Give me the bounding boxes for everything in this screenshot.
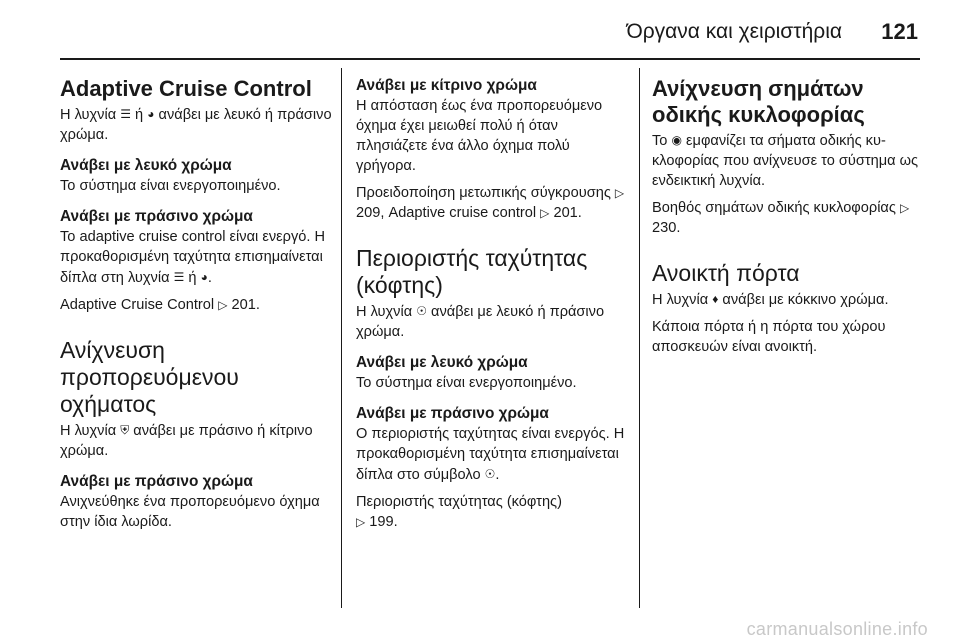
- paragraph: Κάποια πόρτα ή η πόρτα του χώρου αποσκευών είναι ανοικτή.: [652, 319, 886, 355]
- column-3: [652, 76, 924, 357]
- paragraph: Το ◉ εμφανίζει τα σήματα οδικής κυκλοφορίας που ανίχνευσε το σύστημα ως ενδεικτική λυχνία.: [652, 130, 924, 191]
- column-divider: [639, 68, 640, 608]
- section-title-door-open: Ανοικτή πόρτα: [652, 260, 800, 286]
- cross-reference: Προειδοποίηση μετωπικής σύγκρουσης ▷ 209, Adaptive cruise control ▷ 201.: [356, 185, 625, 221]
- reference-arrow-icon: ▷: [899, 201, 910, 215]
- chapter-title: Όργανα και χειριστήρια: [626, 20, 842, 43]
- paragraph: Το σύστημα είναι ενεργοποιημένο.: [60, 178, 281, 194]
- cross-reference: Βοηθός σημάτων οδικής κυκλοφορίας ▷ 230.: [652, 200, 910, 236]
- watermark: carmanualsonline.info: [746, 619, 928, 639]
- door-open-icon: ♦: [712, 292, 719, 306]
- speed-limiter-icon: ☉: [484, 467, 496, 481]
- header-rule: [60, 58, 920, 60]
- vehicle-ahead-icon: ⛨: [120, 423, 130, 437]
- column-divider: [341, 68, 342, 608]
- acc-alt-icon: ◕: [200, 270, 208, 284]
- paragraph: Η λυχνία ☉ ανάβει με λευκό ή πράσινο χρώμα.: [356, 301, 628, 342]
- section-title-acc: Adaptive Cruise Control: [60, 76, 312, 101]
- subheading: Ανάβει με πράσινο χρώμα: [356, 405, 549, 422]
- paragraph: Η λυχνία ♦ ανάβει με κόκκινο χρώμα.: [652, 289, 924, 310]
- acc-alt-icon: ◕: [147, 107, 155, 121]
- paragraph: Η λυχνία ☰ ή ◕ ανάβει με λευκό ή πράσινο χρώμα.: [60, 104, 332, 145]
- paragraph: Ανιχνεύθηκε ένα προπορευόμενο όχημα στην ίδια λωρίδα.: [60, 494, 320, 530]
- paragraph: Ο περιοριστής ταχύτητας είναι ενεργός. Η προκαθορισμένη ταχύτητα επισημαίνεται δίπλα στο σύμβολο ☉.: [356, 426, 625, 483]
- paragraph: Το σύστημα είναι ενεργοποιημένο.: [356, 375, 577, 391]
- paragraph: Η απόσταση έως ένα προπορευόμενο όχημα έχει μειωθεί πολύ ή όταν πλησιάζετε ένα άλλο όχημα πολύ γρήγορα.: [356, 98, 603, 174]
- paragraph: Η λυχνία ⛨ ανάβει με πράσινο ή κίτρινο χρώμα.: [60, 420, 332, 461]
- acc-icon: ☰: [173, 270, 185, 284]
- subheading: Ανάβει με κίτρινο χρώμα: [356, 77, 537, 94]
- subheading: Ανάβει με πράσινο χρώμα: [60, 473, 253, 490]
- acc-icon: ☰: [120, 107, 131, 121]
- reference-arrow-icon: ▷: [614, 186, 625, 200]
- column-2: [356, 76, 628, 532]
- cross-reference: Περιοριστής ταχύτητας (κόφτης) ▷ 199.: [356, 494, 562, 530]
- cross-reference: Adaptive Cruise Control ▷ 201.: [60, 297, 260, 313]
- section-title-traffic-signs: Ανίχνευση σημάτων οδικής κυκλοφορίας: [652, 76, 865, 127]
- reference-arrow-icon: ▷: [218, 298, 228, 312]
- subheading: Ανάβει με πράσινο χρώμα: [60, 208, 253, 225]
- speed-limiter-icon: ☉: [416, 304, 427, 318]
- reference-arrow-icon: ▷: [356, 515, 366, 529]
- subheading: Ανάβει με λευκό χρώμα: [60, 157, 232, 174]
- page-number: 121: [881, 19, 918, 44]
- section-title-vehicle-detection: Ανίχνευση προπορευόμενου οχήματος: [60, 337, 239, 417]
- traffic-sign-icon: ◉: [671, 133, 682, 147]
- reference-arrow-icon: ▷: [540, 206, 550, 220]
- column-1: [60, 76, 332, 532]
- page-header: [0, 0, 960, 60]
- section-title-speed-limiter: Περιοριστής ταχύτητας (κόφτης): [356, 245, 588, 298]
- paragraph: Το adaptive cruise control είναι ενεργό. Η προκαθορισμένη ταχύτητα επισημαίνεται δίπλα στη λυχνία ☰ ή ◕.: [60, 229, 326, 286]
- subheading: Ανάβει με λευκό χρώμα: [356, 354, 528, 371]
